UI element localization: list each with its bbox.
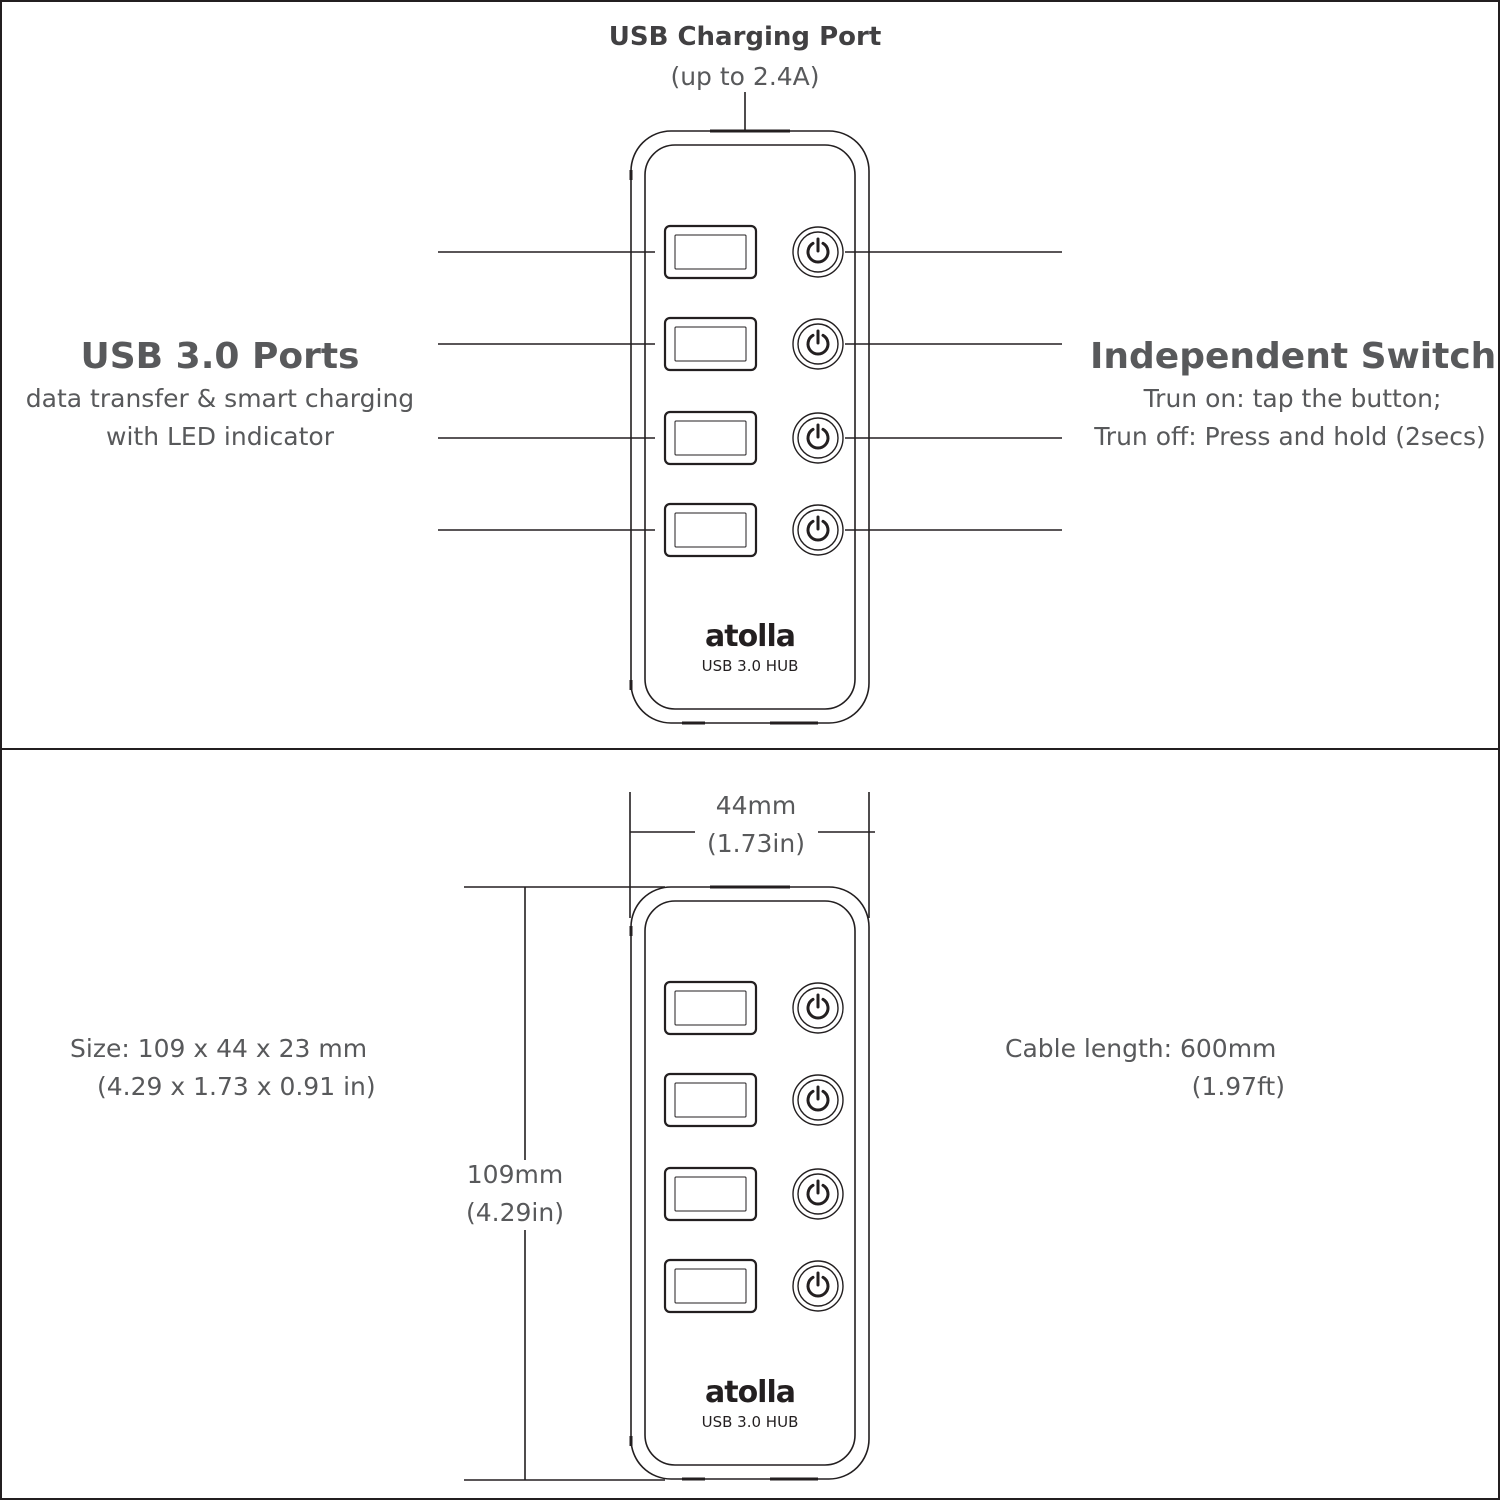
power-icon[interactable]: [793, 983, 843, 1033]
power-icon[interactable]: [793, 1075, 843, 1125]
width-dim-imperial: (1.73in): [707, 829, 805, 858]
charging-port-subtitle: (up to 2.4A): [670, 62, 820, 91]
height-dim-metric: 109mm: [466, 1160, 564, 1189]
usb-port: [665, 504, 756, 556]
power-icon[interactable]: [793, 319, 843, 369]
usb-port: [665, 982, 756, 1034]
usb-port: [665, 1168, 756, 1220]
ports-desc-line2: with LED indicator: [106, 422, 334, 451]
switch-title: Independent Switch: [1090, 336, 1497, 377]
power-icon[interactable]: [793, 227, 843, 277]
size-line2: (4.29 x 1.73 x 0.91 in): [97, 1072, 376, 1101]
switch-desc-line1: Trun on: tap the button;: [1143, 384, 1442, 413]
brand-logo-bottom: atolla: [704, 1375, 795, 1410]
cable-line1: Cable length: 600mm: [1005, 1034, 1277, 1063]
charging-port-title: USB Charging Port: [608, 22, 882, 52]
ports-desc-line1: data transfer & smart charging: [25, 384, 415, 413]
power-icon[interactable]: [793, 1261, 843, 1311]
usb-port: [665, 412, 756, 464]
power-icon[interactable]: [793, 1169, 843, 1219]
switch-desc-line2: Trun off: Press and hold (2secs): [1094, 422, 1486, 451]
ports-title: USB 3.0 Ports: [80, 336, 360, 377]
brand-logo-top: atolla: [704, 619, 795, 654]
power-icon[interactable]: [793, 413, 843, 463]
size-line1: Size: 109 x 44 x 23 mm: [70, 1034, 368, 1063]
height-dim-imperial: (4.29in): [466, 1198, 564, 1227]
usb-port: [665, 1074, 756, 1126]
usb-port: [665, 1260, 756, 1312]
usb-port: [665, 318, 756, 370]
cable-line2: (1.97ft): [1191, 1072, 1285, 1101]
width-dim-metric: 44mm: [715, 791, 797, 820]
model-label-top: USB 3.0 HUB: [701, 657, 799, 675]
power-icon[interactable]: [793, 505, 843, 555]
usb-port: [665, 226, 756, 278]
model-label-bottom: USB 3.0 HUB: [701, 1413, 799, 1431]
